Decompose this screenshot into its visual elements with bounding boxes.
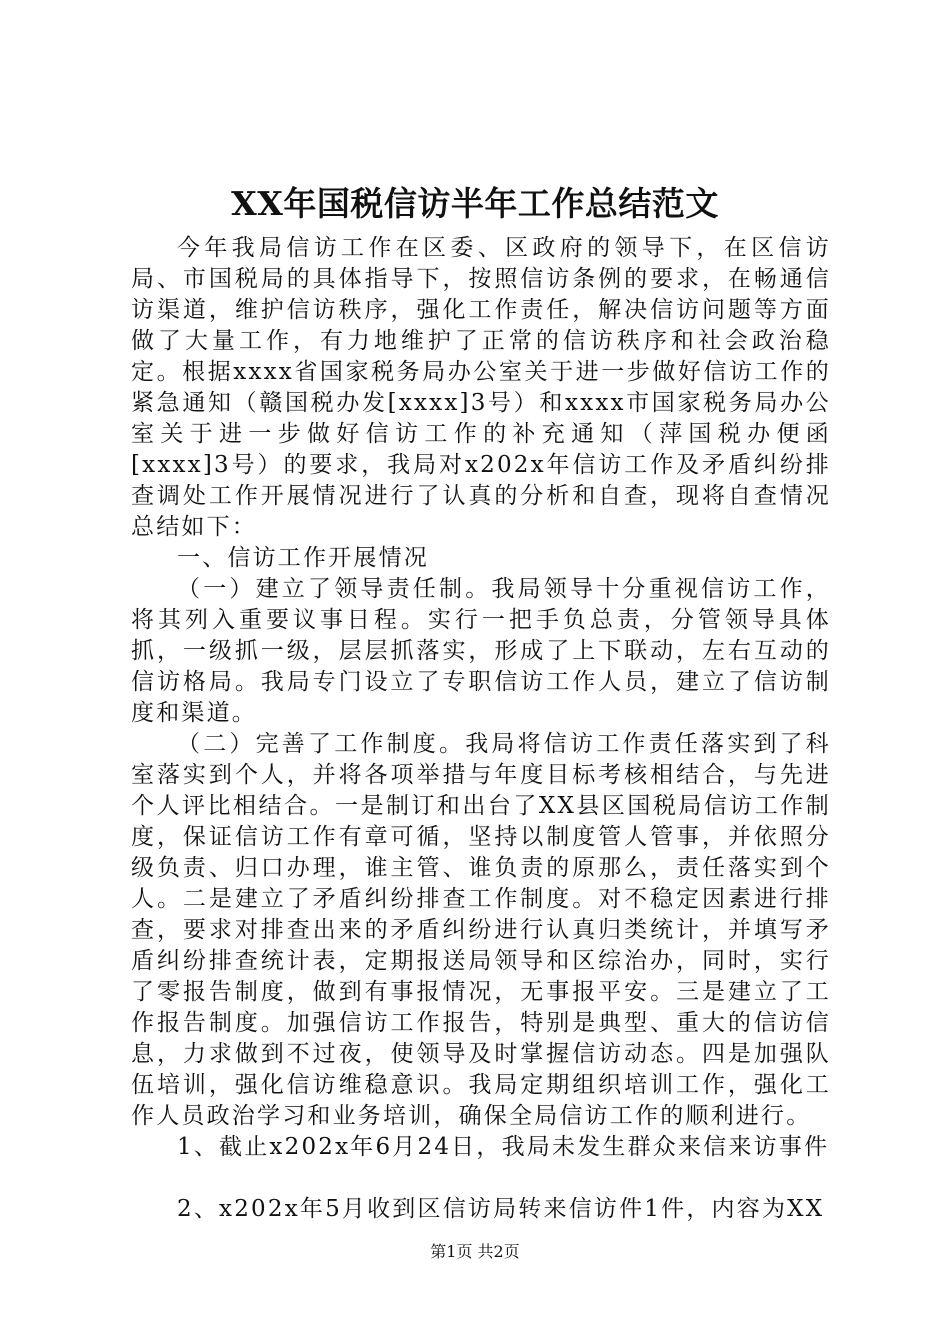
paragraph-leadership: （一）建立了领导责任制。我局领导十分重视信访工作，将其列入重要议事日程。实行一把手负总责，分管领导具体抓，一级抓一级，层层抓落实，形成了上下联动，左右互动的信访格局。我局专门设立了专职信访工作人员，建立了信访制度和渠道。 bbox=[131, 576, 831, 726]
paragraph-intro: 今年我局信访工作在区委、区政府的领导下，在区信访局、市国税局的具体指导下，按照信访条例的要求，在畅通信访渠道，维护信访秩序，强化工作责任，解决信访问题等方面做了大量工作，有力地维护了正常的信访秩序和社会政治稳定。根据xxxx省国家税务局办公室关于进一步做好信访工作的紧急通知（赣国税办发[xxxx]3号）和xxxx市国家税务局办公室关于进一步做好信访工作的补充通知（萍国税办便函[xxxx]3号）的要求，我局对x202x年信访工作及矛盾纠纷排查调处工作开展情况进行了认真的分析和自查，现将自查情况总结如下： bbox=[131, 235, 831, 540]
document-body bbox=[131, 233, 831, 1225]
page-number: 第1页 共2页 bbox=[430, 1242, 520, 1261]
list-item: 2、x202x年5月收到区信访局转来信访件1件，内容为XX bbox=[177, 1196, 825, 1222]
document-title: XX年国税信访半年工作总结范文 bbox=[231, 184, 719, 223]
section-heading: 一、信访工作开展情况 bbox=[177, 545, 429, 571]
paragraph-system: （二）完善了工作制度。我局将信访工作责任落实到了科室落实到个人，并将各项举措与年度目标考核相结合，与先进个人评比相结合。一是制订和出台了XX县区国税局信访工作制度，保证信访工作有章可循，坚持以制度管人管事，并依照分级负责、归口办理，谁主管、谁负责的原那么，责任落实到个人。二是建立了矛盾纠纷排查工作制度。对不稳定因素进行排查，要求对排查出来的矛盾纠纷进行认真归类统计，并填写矛盾纠纷排查统计表，定期报送局领导和区综治办，同时，实行了零报告制度，做到有事报情况，无事报平安。三是建立了工作报告制度。加强信访工作报告，特别是典型、重大的信访信息，力求做到不过夜，使领导及时掌握信访动态。四是加强队伍培训，强化信访维稳意识。我局定期组织培训工作，强化工作人员政治学习和业务培训，确保全局信访工作的顺利进行。 bbox=[131, 731, 831, 1129]
list-item: 1、截止x202x年6月24日，我局未发生群众来信来访事件 bbox=[177, 1134, 830, 1160]
